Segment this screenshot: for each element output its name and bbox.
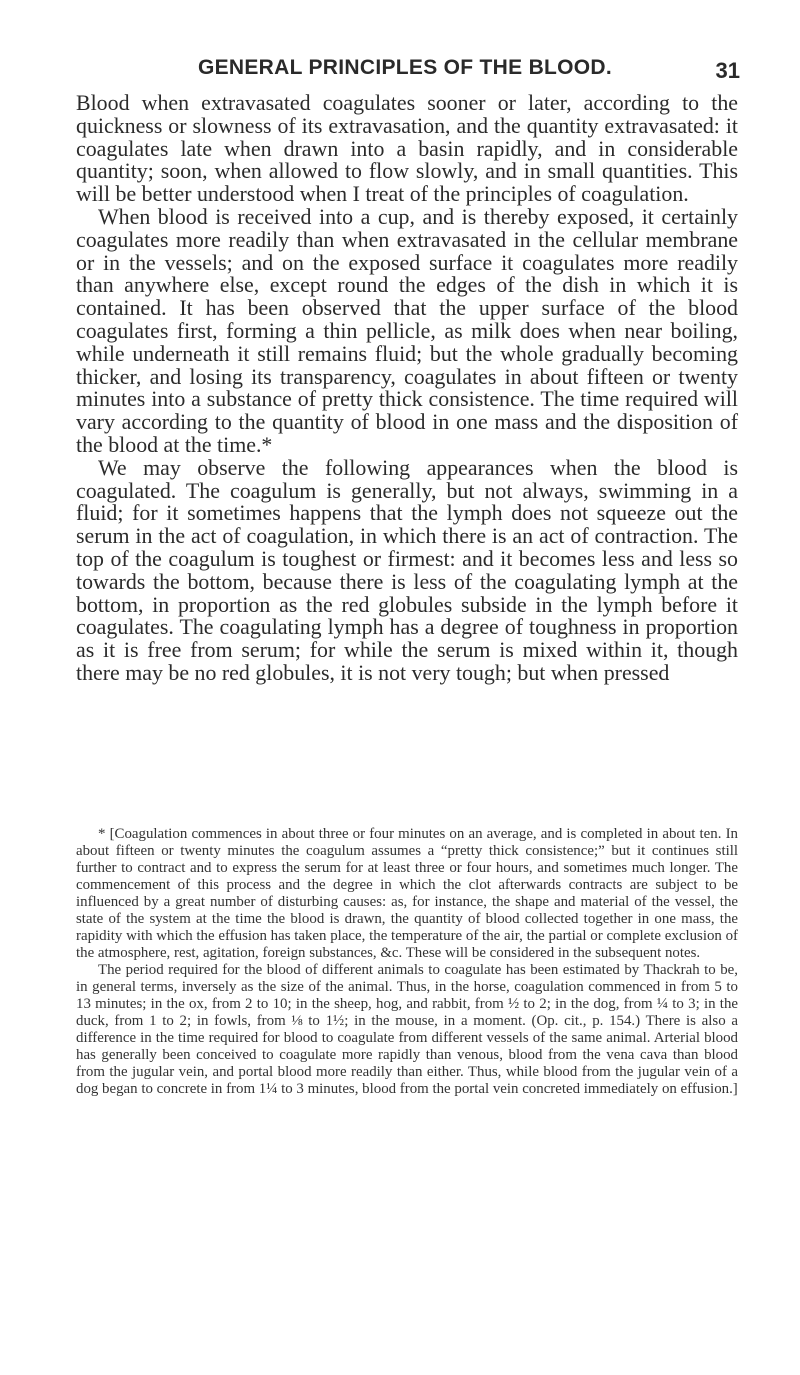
page-header	[70, 50, 740, 82]
footnote	[76, 826, 738, 1098]
body-paragraph: Blood when extravasated coagulates sooner or later, according to the quickness or slowness of its extravasation, and the quantity extravasated: it coagulates late when drawn into a basin rapidly, and in considerable quantity; soon, when allowed to flow slowly, and in small quantities. This will be better understood when I treat of the principles of coagulation.	[76, 90, 738, 207]
body-paragraph: We may observe the following appearances when the blood is coagulated. The coagulum is generally, but not always, swimming in a fluid; for it sometimes happens that the lymph does not squeeze out the serum in the act of coagulation, in which there is an act of contraction. The top of the coagulum is toughest or firmest: and it becomes less and less so towards the bottom, because there is less of the coagulating lymph at the bottom, in proportion as the red globules subside in the lymph before it coagulates. The coagulating lymph has a degree of toughness in proportion as it is free from serum; for while the serum is mixed within it, though there may be no red globules, it is not very tough; but when pressed	[76, 454, 738, 685]
footnote-paragraph: The period required for the blood of different animals to coagulate has been estimated by Thackrah to be, in general terms, inversely as the size of the animal. Thus, in the horse, coagulation commenced in from 5 to 13 minutes; in the ox, from 2 to 10; in the sheep, hog, and rabbit, from ½ to 2; in the dog, from ¼ to 3; in the duck, from 1 to 2; in fowls, from ⅛ to 1½; in the mouse, in a moment. (Op. cit., p. 154.) There is also a difference in the time required for blood to coagulate from different vessels of the same animal. Arterial blood has generally been conceived to coagulate more rapidly than venous, blood from the vena cava than blood from the jugular vein, and portal blood more readily than either. Thus, while blood from the jugular vein of a dog began to concrete in from 1¼ to 3 minutes, blood from the portal vein concreted immediately on effusion.]	[76, 962, 738, 1097]
page-number: 31	[715, 58, 740, 83]
main-text	[76, 92, 738, 685]
body-paragraph: When blood is received into a cup, and is thereby exposed, it certainly coagulates more readily than when extravasated in the cellular membrane or in the vessels; and on the exposed surface it coagulates more readily than anywhere else, except round the edges of the dish in which it is contained. It has been observed that the upper surface of the blood coagulates first, forming a thin pellicle, as milk does when near boiling, while underneath it still remains fluid; but the whole gradually becoming thicker, and losing its transparency, coagulates in about fifteen or twenty minutes into a substance of pretty thick consistence. The time required will vary according to the quantity of blood in one mass and the disposition of the blood at the time.*	[76, 203, 738, 457]
running-head: GENERAL PRINCIPLES OF THE BLOOD.	[197, 56, 613, 79]
footnote-paragraph: * [Coagulation commences in about three or four minutes on an average, and is completed in about ten. In about fifteen or twenty minutes the coagulum assumes a “pretty thick consistence;” but it continues still further to contract and to express the serum for at least three or four hours, and sometimes much longer. The commencement of this process and the degree in which the clot afterwards contracts are subject to be influenced by a great number of disturbing causes: as, for instance, the shape and material of the vessel, the state of the system at the time the blood is drawn, the quantity of blood collected together in one mass, the rapidity with which the effusion has taken place, the temperature of the air, the partial or complete exclusion of the atmosphere, rest, agitation, foreign substances, &c. These will be considered in the subsequent notes.	[76, 826, 738, 961]
